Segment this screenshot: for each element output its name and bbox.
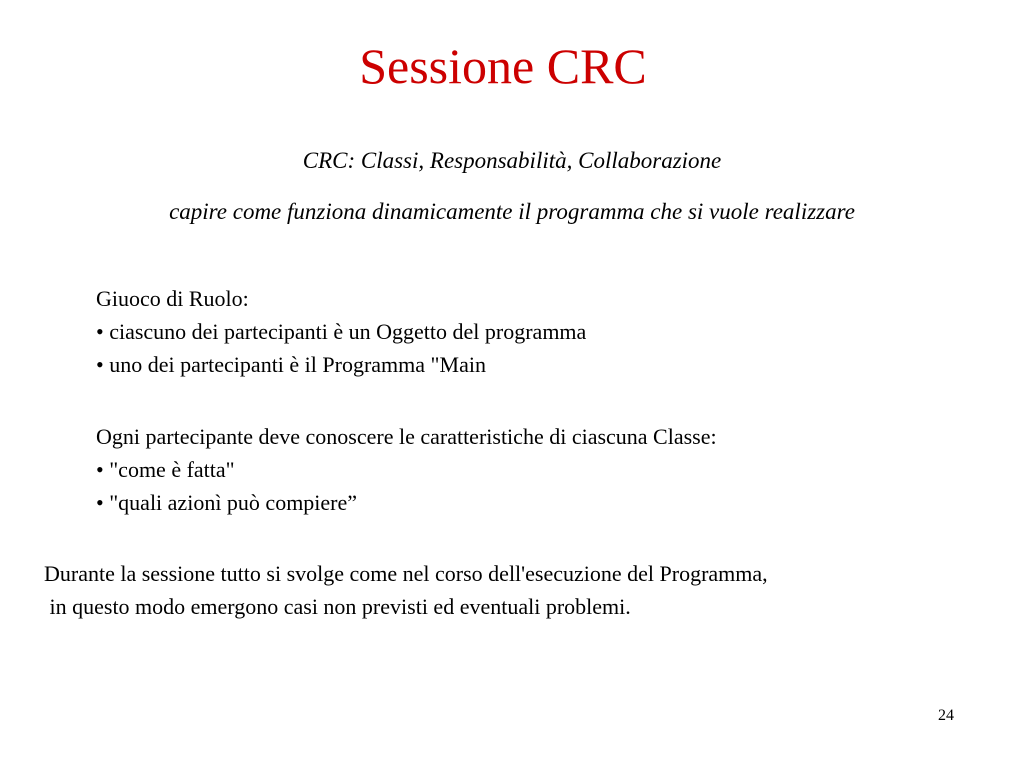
role-play-section bbox=[96, 282, 586, 381]
session-goal: capire come funziona dinamicamente il programma che si vuole realizzare bbox=[169, 199, 855, 224]
role-play-bullet: • ciascuno dei partecipanti è un Oggetto del programma bbox=[96, 319, 587, 344]
class-knowledge-bullet: • "quali azionì può compiere” bbox=[96, 490, 358, 515]
page-number: 24 bbox=[938, 707, 954, 724]
closing-line: in questo modo emergono casi non previsti ed eventuali problemi. bbox=[44, 594, 631, 619]
class-knowledge-bullet: • "come è fatta" bbox=[96, 457, 235, 482]
crc-definition: CRC: Classi, Responsabilità, Collaborazione bbox=[302, 148, 722, 173]
role-play-bullet: • uno dei partecipanti è il Programma "Main bbox=[96, 352, 486, 377]
closing-line: Durante la sessione tutto si svolge come nel corso dell'esecuzione del Programma, bbox=[44, 561, 768, 586]
slide-title: Sessione CRC bbox=[359, 38, 647, 94]
role-play-heading: Giuoco di Ruolo: bbox=[96, 286, 249, 311]
closing-paragraph bbox=[44, 557, 768, 623]
class-knowledge-heading: Ogni partecipante deve conoscere le caratteristiche di ciascuna Classe: bbox=[96, 424, 717, 449]
class-knowledge-section bbox=[96, 420, 717, 519]
